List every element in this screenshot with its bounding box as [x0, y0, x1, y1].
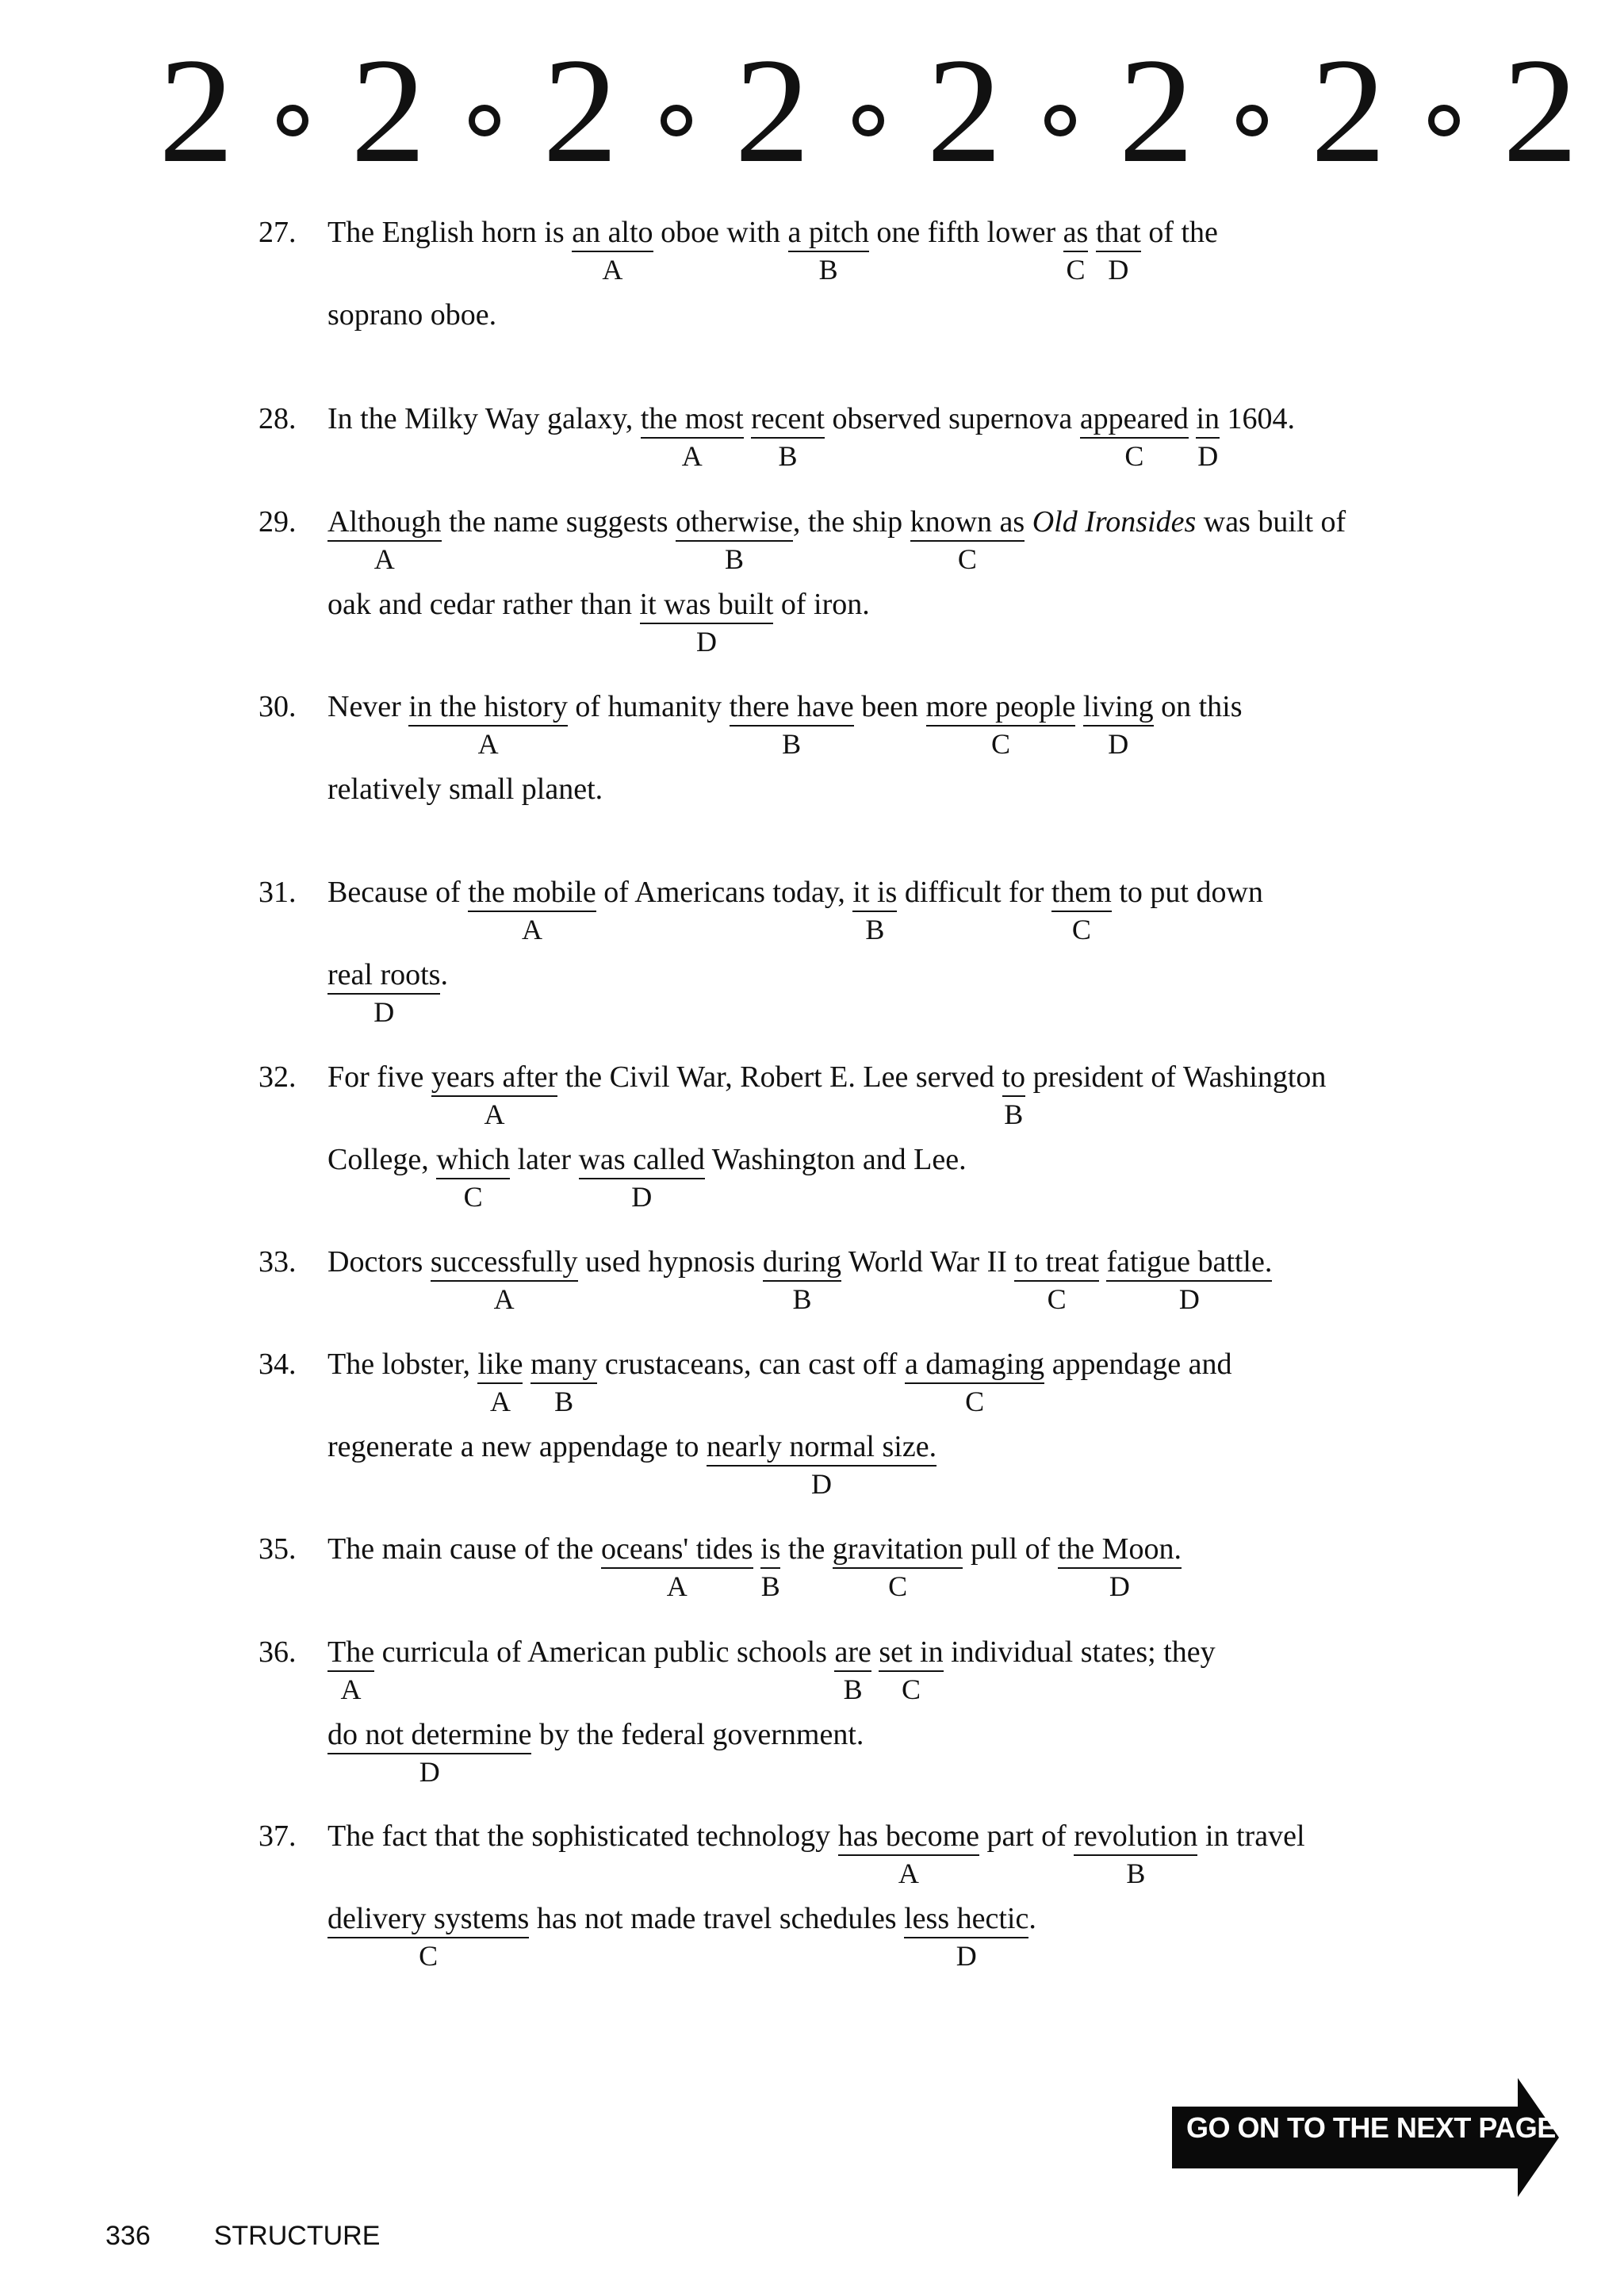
question-text: used hypnosis — [577, 1245, 763, 1279]
question-text: Doctors — [327, 1245, 431, 1279]
question-text — [1088, 214, 1096, 251]
option-letter: A — [484, 1098, 505, 1130]
question-line — [327, 1244, 1273, 1315]
option-letter: A — [489, 1386, 511, 1417]
question-text: the name suggests — [441, 505, 676, 539]
question-text: been — [853, 690, 926, 723]
answer-option[interactable] — [852, 874, 898, 945]
answer-option[interactable] — [904, 1346, 1045, 1417]
question-text: soprano oboe. — [327, 298, 497, 332]
option-letter: D — [695, 626, 717, 658]
option-text: which — [436, 1143, 511, 1176]
answer-option[interactable] — [1196, 401, 1220, 472]
option-letter: D — [1108, 728, 1129, 760]
answer-option[interactable] — [1002, 1059, 1026, 1130]
answer-option[interactable] — [837, 1818, 979, 1889]
question-text: individual states; they — [943, 1635, 1216, 1669]
question-text: has not made travel schedules — [529, 1902, 905, 1935]
option-text: is — [760, 1532, 781, 1566]
question-text — [1025, 504, 1032, 540]
question-number: 37. — [259, 1819, 297, 1853]
option-text: living — [1082, 690, 1154, 723]
question-text — [1075, 688, 1083, 725]
header-digit: 2 — [926, 28, 1002, 194]
question-line — [327, 1428, 937, 1500]
question-text: Washington and Lee. — [704, 1143, 967, 1176]
question-line — [327, 1346, 1232, 1417]
question-text: part of — [979, 1819, 1074, 1853]
answer-option[interactable] — [468, 874, 596, 945]
option-letter: B — [778, 440, 798, 472]
question-line — [327, 586, 870, 658]
option-text: was called — [578, 1143, 705, 1176]
answer-option[interactable] — [572, 214, 653, 286]
question-text: later — [510, 1143, 579, 1176]
question-line — [327, 1531, 1182, 1602]
option-text: less hectic — [904, 1902, 1029, 1935]
option-letter: B — [760, 1570, 780, 1602]
option-text: years after — [431, 1060, 558, 1094]
option-letter: D — [373, 996, 395, 1028]
page-footer — [105, 2221, 380, 2252]
page-number: 336 — [105, 2221, 151, 2251]
answer-option[interactable] — [327, 957, 441, 1028]
header-digit: 2 — [1502, 28, 1578, 194]
question-text: Never — [327, 690, 409, 723]
question-text: oak and cedar rather than — [327, 588, 640, 621]
answer-option[interactable] — [327, 1716, 532, 1788]
answer-option[interactable] — [925, 688, 1076, 760]
answer-option[interactable] — [327, 1634, 375, 1705]
option-text: real roots — [327, 958, 441, 991]
option-letter: B — [843, 1674, 863, 1705]
answer-option[interactable] — [904, 1900, 1029, 1972]
question-text: of Americans today, — [596, 876, 853, 909]
answer-option[interactable] — [601, 1531, 753, 1602]
option-letter: A — [666, 1570, 688, 1602]
option-letter: D — [810, 1468, 832, 1500]
answer-option[interactable] — [1082, 688, 1154, 760]
option-letter: C — [990, 728, 1010, 760]
answer-option[interactable] — [1057, 1531, 1182, 1602]
question-text: The English horn is — [327, 216, 573, 249]
option-letter: A — [898, 1858, 919, 1889]
question-line — [327, 297, 496, 333]
question-text — [1099, 1244, 1107, 1280]
option-text: there have — [729, 690, 854, 723]
option-text: revolution — [1074, 1819, 1198, 1853]
option-text: The — [327, 1635, 375, 1669]
option-text: has become — [837, 1819, 979, 1853]
question-number: 28. — [259, 402, 297, 435]
option-text: set in — [879, 1635, 944, 1669]
option-letter: B — [792, 1283, 812, 1315]
header-band — [159, 28, 1578, 194]
section-name: STRUCTURE — [213, 2221, 381, 2251]
header-circle-icon — [1428, 105, 1460, 136]
answer-option[interactable] — [879, 1634, 944, 1705]
question-number: 35. — [259, 1532, 297, 1566]
answer-option[interactable] — [1095, 214, 1141, 286]
question-text: to put down — [1111, 876, 1263, 909]
option-text: them — [1051, 876, 1112, 909]
question-line — [327, 401, 1295, 472]
answer-option[interactable] — [832, 1531, 963, 1602]
header-digit: 2 — [542, 28, 619, 194]
question-line — [327, 1141, 967, 1213]
option-text: nearly normal size. — [706, 1430, 937, 1463]
option-text: as — [1063, 216, 1089, 249]
option-text: oceans' tides — [601, 1532, 753, 1566]
question-line — [327, 688, 1243, 760]
header-circle-icon — [277, 105, 308, 136]
answer-option[interactable] — [430, 1244, 578, 1315]
option-letter: D — [419, 1756, 440, 1788]
question-number: 31. — [259, 876, 297, 909]
header-circle-icon — [1044, 105, 1076, 136]
option-letter: D — [956, 1940, 977, 1972]
header-digit: 2 — [350, 28, 427, 194]
question-text — [1189, 401, 1197, 437]
question-text — [523, 1346, 530, 1382]
answer-option[interactable] — [1074, 1818, 1198, 1889]
option-letter: B — [554, 1386, 574, 1417]
option-letter: B — [1126, 1858, 1146, 1889]
option-text: in the history — [408, 690, 568, 723]
option-text: it was built — [639, 588, 774, 621]
answer-option[interactable] — [1106, 1244, 1273, 1315]
question-text: of iron. — [773, 588, 870, 621]
option-letter: C — [957, 543, 977, 575]
question-text — [871, 1634, 879, 1670]
question-text: The lobster, — [327, 1348, 478, 1381]
option-letter: B — [1004, 1098, 1024, 1130]
option-text: a pitch — [787, 216, 869, 249]
answer-option[interactable] — [436, 1141, 511, 1213]
question-text: relatively small planet. — [327, 773, 603, 806]
option-text: gravitation — [832, 1532, 963, 1566]
question-text: on this — [1153, 690, 1243, 723]
answer-option[interactable] — [706, 1428, 937, 1500]
option-text: are — [834, 1635, 871, 1669]
question-text — [753, 1531, 761, 1567]
answer-option[interactable] — [327, 1900, 530, 1972]
option-letter: B — [782, 728, 802, 760]
option-text: to — [1002, 1060, 1026, 1094]
answer-option[interactable] — [477, 1346, 523, 1417]
option-text: Although — [327, 505, 442, 539]
go-next-page-label: GO ON TO THE NEXT PAGE — [1186, 2111, 1556, 2144]
question-text: 1604. — [1220, 402, 1295, 435]
option-letter: A — [477, 728, 499, 760]
answer-option[interactable] — [1051, 874, 1112, 945]
question-line — [327, 214, 1218, 286]
question-text: president of Washington — [1025, 1060, 1327, 1094]
question-text: of humanity — [567, 690, 730, 723]
option-text: the mobile — [468, 876, 596, 909]
answer-option[interactable] — [1063, 214, 1089, 286]
header-circle-icon — [661, 105, 692, 136]
option-letter: C — [463, 1181, 483, 1213]
answer-option[interactable] — [431, 1059, 558, 1130]
question-line — [327, 1818, 1305, 1889]
option-text: recent — [751, 402, 825, 435]
option-text: like — [477, 1348, 523, 1381]
answer-option[interactable] — [751, 401, 825, 472]
option-letter: A — [493, 1283, 515, 1315]
question-line — [327, 1634, 1216, 1705]
option-text: otherwise — [676, 505, 793, 539]
question-text: . — [440, 958, 448, 991]
answer-option[interactable] — [834, 1634, 871, 1705]
question-line — [327, 771, 603, 807]
option-letter: C — [1047, 1283, 1067, 1315]
question-text: Because of — [327, 876, 469, 909]
question-text — [744, 401, 752, 437]
answer-option[interactable] — [910, 504, 1025, 575]
question-text: The main cause of the — [327, 1532, 602, 1566]
option-text: in — [1196, 402, 1220, 435]
option-letter: C — [1066, 254, 1086, 286]
question-text: . — [1028, 1902, 1036, 1935]
question-line — [327, 1059, 1327, 1130]
answer-option[interactable] — [787, 214, 869, 286]
question-text: College, — [327, 1143, 437, 1176]
question-text: was built of — [1196, 505, 1346, 539]
question-text: observed supernova — [824, 402, 1080, 435]
question-text: by the federal government. — [531, 1718, 864, 1751]
option-letter: D — [1197, 440, 1219, 472]
option-letter: A — [522, 914, 542, 945]
option-letter: C — [1071, 914, 1091, 945]
question-number: 36. — [259, 1635, 297, 1669]
question-number: 27. — [259, 216, 297, 249]
question-text: difficult for — [897, 876, 1051, 909]
option-letter: D — [631, 1181, 653, 1213]
option-letter: A — [681, 440, 703, 472]
option-text: more people — [925, 690, 1076, 723]
option-text: a damaging — [904, 1348, 1045, 1381]
option-letter: C — [888, 1570, 908, 1602]
answer-option[interactable] — [578, 1141, 705, 1213]
answer-option[interactable] — [676, 504, 793, 575]
question-text: in travel — [1197, 1819, 1305, 1853]
question-line — [327, 957, 448, 1028]
question-line — [327, 874, 1263, 945]
option-text: known as — [910, 505, 1025, 539]
header-circle-icon — [469, 105, 500, 136]
answer-option[interactable] — [1079, 401, 1189, 472]
option-text: successfully — [430, 1245, 578, 1279]
answer-option[interactable] — [530, 1346, 598, 1417]
question-text: curricula of American public schools — [374, 1635, 835, 1669]
answer-option[interactable] — [640, 401, 744, 472]
question-number: 30. — [259, 690, 297, 723]
answer-option[interactable] — [327, 504, 442, 575]
question-text: oboe with — [653, 216, 788, 249]
option-text: an alto — [572, 216, 653, 249]
question-text: World War II — [841, 1245, 1015, 1279]
question-text: regenerate a new appendage to — [327, 1430, 707, 1463]
option-text: that — [1095, 216, 1141, 249]
question-text: In the Milky Way galaxy, — [327, 402, 641, 435]
answer-option[interactable] — [1014, 1244, 1099, 1315]
answer-option[interactable] — [408, 688, 568, 760]
option-letter: C — [419, 1940, 439, 1972]
question-text: pull of — [963, 1532, 1058, 1566]
answer-option[interactable] — [639, 586, 774, 658]
option-text: fatigue battle. — [1106, 1245, 1273, 1279]
option-text: the most — [640, 402, 744, 435]
question-text: the Civil War, Robert E. Lee served — [557, 1060, 1002, 1094]
go-next-page-button[interactable] — [1172, 2078, 1559, 2197]
question-number: 29. — [259, 505, 297, 539]
option-letter: A — [373, 543, 395, 575]
answer-option[interactable] — [729, 688, 854, 760]
option-letter: C — [901, 1674, 921, 1705]
header-digit: 2 — [1118, 28, 1194, 194]
question-text: appendage and — [1044, 1348, 1232, 1381]
option-text: many — [530, 1348, 598, 1381]
question-number: 34. — [259, 1348, 297, 1381]
option-letter: C — [1124, 440, 1144, 472]
option-letter: B — [818, 254, 838, 286]
option-letter: D — [1108, 254, 1129, 286]
question-text: Old Ironsides — [1032, 505, 1197, 539]
question-text: one fifth lower — [868, 216, 1063, 249]
answer-option[interactable] — [760, 1531, 781, 1602]
option-text: do not determine — [327, 1718, 532, 1751]
question-text: For five — [327, 1060, 431, 1094]
header-digit: 2 — [1310, 28, 1386, 194]
header-digit: 2 — [159, 28, 234, 194]
question-line — [327, 504, 1346, 575]
option-letter: D — [1109, 1570, 1130, 1602]
question-text: , the ship — [792, 505, 910, 539]
option-text: the Moon. — [1057, 1532, 1182, 1566]
option-text: delivery systems — [327, 1902, 530, 1935]
option-letter: C — [965, 1386, 985, 1417]
header-circle-icon — [852, 105, 884, 136]
question-text: The fact that the sophisticated technology — [327, 1819, 838, 1853]
option-letter: A — [340, 1674, 362, 1705]
option-letter: D — [1178, 1283, 1200, 1315]
option-letter: B — [865, 914, 885, 945]
question-text: of the — [1140, 216, 1218, 249]
question-number: 33. — [259, 1245, 297, 1279]
answer-option[interactable] — [762, 1244, 842, 1315]
question-number: 32. — [259, 1060, 297, 1094]
question-text: crustaceans, can cast off — [597, 1348, 905, 1381]
question-line — [327, 1716, 864, 1788]
header-digit: 2 — [734, 28, 810, 194]
question-line — [327, 1900, 1036, 1972]
option-letter: B — [724, 543, 744, 575]
question-text: the — [780, 1532, 833, 1566]
option-letter: A — [602, 254, 623, 286]
header-circle-icon — [1236, 105, 1268, 136]
option-text: to treat — [1014, 1245, 1099, 1279]
option-text: during — [762, 1245, 842, 1279]
option-text: appeared — [1079, 402, 1189, 435]
option-text: it is — [852, 876, 898, 909]
